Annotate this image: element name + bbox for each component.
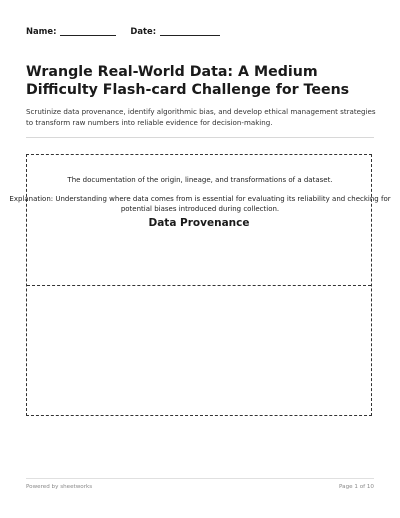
powered-by-text: Powered by sheetworks: [26, 484, 93, 490]
header-divider: [26, 137, 374, 138]
worksheet-subtitle: Scrutinize data provenance, identify algorithmic bias, and develop ethical management strategies to transform raw numbers into reliable evidence for decision-making.: [26, 107, 376, 127]
date-blank-line[interactable]: [160, 26, 220, 36]
name-field[interactable]: [26, 26, 116, 36]
flashcard-explanation: Explanation: Understanding where data comes from is essential for evaluating its reliability and checking for potential biases introduced during collection.: [9, 194, 391, 213]
name-blank-line[interactable]: [60, 26, 116, 36]
flashcard-term: Data Provenance: [148, 216, 250, 229]
page-indicator: Page 1 of 10: [339, 484, 374, 490]
flashcard-back: [8, 175, 392, 223]
worksheet-title: Wrangle Real-World Data: A Medium Difficulty Flash-card Challenge for Teens: [26, 64, 350, 98]
footer-divider: [26, 478, 374, 479]
name-label: Name:: [26, 26, 57, 36]
date-label: Date:: [130, 26, 157, 36]
flashcard-definition: The documentation of the origin, lineage, and transformations of a dataset.: [67, 176, 333, 184]
flashcard-fold-line: [27, 285, 371, 286]
page-footer: [26, 484, 374, 490]
date-field[interactable]: [130, 26, 220, 36]
student-info-fields: [26, 26, 220, 36]
